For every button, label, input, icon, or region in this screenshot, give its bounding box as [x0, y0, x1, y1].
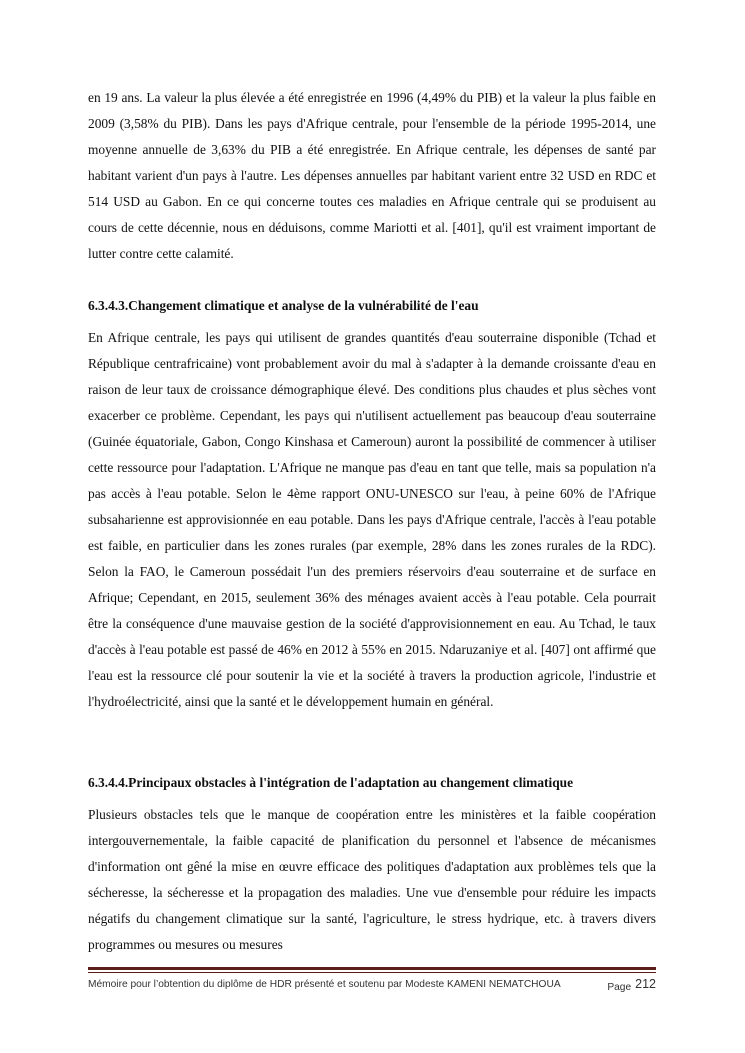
- paragraph-health-spending: en 19 ans. La valeur la plus élevée a été enregistrée en 1996 (4,49% du PIB) et la valeur la plus faible en 2009 (3,58% du PIB). Dans les pays d'Afrique centrale, pour l'ensemble de la période 1995-2014, une moyenne annuelle de 3,63% du PIB a été enregistrée. En Afrique centrale, les dépenses de santé par habitant varient d'un pays à l'autre. Les dépenses annuelles par habitant varient entre 32 USD en RDC et 514 USD au Gabon. En ce qui concerne toutes ces maladies en Afrique centrale qui se produisent au cours de cette décennie, nous en déduisons, comme Mariotti et al. [401], qu'il est vraiment important de lutter contre cette calamité.: [88, 90, 656, 261]
- paragraph-adaptation-obstacles: Plusieurs obstacles tels que le manque de coopération entre les ministères et la faible coopération intergouvernementale, la faible capacité de planification du personnel et l'absence de mécanismes d'information ont gêné la mise en œuvre efficace des politiques d'adaptation aux problèmes tels que la sécheresse, la sécheresse et la propagation des maladies. Une vue d'ensemble pour réduire les impacts négatifs du changement climatique sur la santé, l'agriculture, le stress hydrique, etc. à travers divers programmes ou mesures ou mesures: [88, 807, 656, 952]
- footer-rule-thick: [88, 967, 656, 970]
- page-content: [88, 85, 656, 958]
- section-heading-6-3-4-3: 6.3.4.3.Changement climatique et analyse de la vulnérabilité de l'eau: [88, 298, 479, 313]
- footer-memoir-text: Mémoire pour l’obtention du diplôme de HDR présenté et soutenu par Modeste KAMENI NEMATCHOUA: [88, 979, 561, 990]
- paragraph-water-vulnerability: En Afrique centrale, les pays qui utilisent de grandes quantités d'eau souterraine disponible (Tchad et République centrafricaine) vont probablement avoir du mal à s'adapter à la demande croissante d'eau en raison de leur taux de croissance démographique élevé. Des conditions plus chaudes et plus sèches vont exacerber ce problème. Cependant, les pays qui n'utilisent actuellement pas beaucoup d'eau souterraine (Guinée équatoriale, Gabon, Congo Kinshasa et Cameroun) auront la possibilité de commencer à utiliser cette ressource pour l'adaptation. L'Afrique ne manque pas d'eau en tant que telle, mais sa population n'a pas accès à l'eau potable. Selon le 4ème rapport ONU-UNESCO sur l'eau, à peine 60% de l'Afrique subsaharienne est approvisionnée en eau potable. Dans les pays d'Afrique centrale, l'accès à l'eau potable est faible, en particulier dans les zones rurales (par exemple, 28% dans les zones rurales de la RDC). Selon la FAO, le Cameroun possédait l'un des premiers réservoirs d'eau souterraine et de surface en Afrique; Cependant, en 2015, seulement 36% des ménages avaient accès à l'eau potable. Cela pourrait être la conséquence d'une mauvaise gestion de la société d'approvisionnement en eau. Au Tchad, le taux d'accès à l'eau potable est passé de 46% en 2012 à 55% en 2015. Ndaruzaniye et al. [407] ont affirmé que l'eau est la ressource clé pour soutenir la vie et la société à travers la production agricole, l'industrie et l'hydroélectricité, ainsi que la santé et le développement humain en général.: [88, 330, 656, 709]
- footer-rule-thin: [88, 972, 656, 973]
- footer-page-indicator: [607, 979, 656, 993]
- footer-page-label: Page: [607, 982, 632, 993]
- footer-page-number: 212: [635, 977, 656, 991]
- section-heading-6-3-4-4: 6.3.4.4.Principaux obstacles à l'intégration de l'adaptation au changement climatique: [88, 775, 574, 790]
- page-footer: [88, 979, 656, 995]
